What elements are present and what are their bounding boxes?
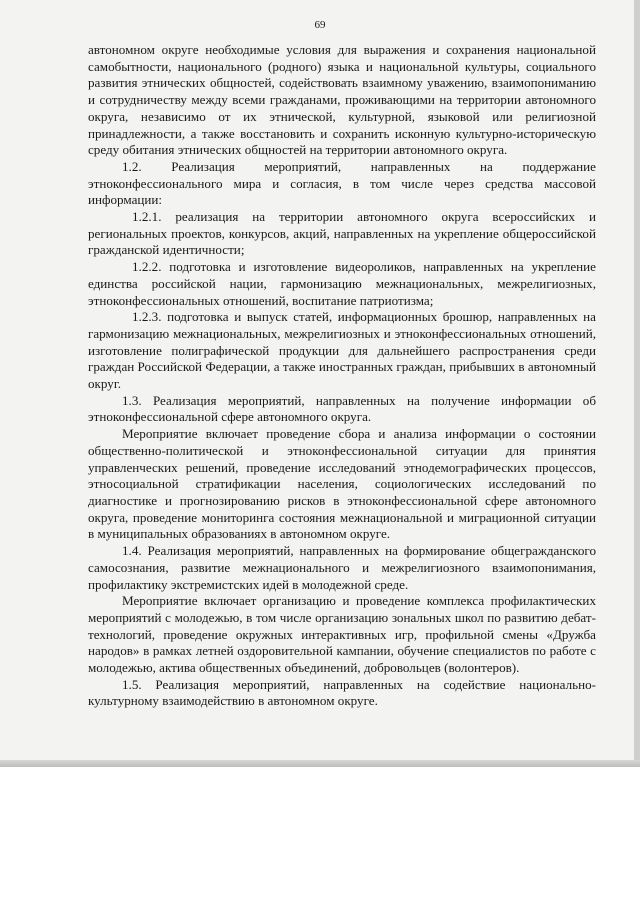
paragraph-1-4-description: Мероприятие включает организацию и проведение комплекса профилактических мероприятий с молодежью, в том числе организацию зональных школ по развитию дебат-технологий, проведение окружных интерактивных игр, профильной смены «Дружба народов» в рамках летней оздоровительной кампании, обучение специалистов по работе с молодежью, актива общественных объединений, добровольцев (волонтеров). <box>88 593 596 676</box>
paragraph-1-2-3: 1.2.3. подготовка и выпуск статей, информационных брошюр, направленных на гармонизацию межнациональных, межрелигиозных и этноконфессиональных отношений, изготовление полиграфической продукции для дальнейшего распространения среди граждан Российской Федерации, а также иностранных граждан, прибывших в автономный округ. <box>88 309 596 392</box>
document-body <box>88 42 596 710</box>
paragraph-1-2-2: 1.2.2. подготовка и изготовление видеороликов, направленных на укрепление единства российской нации, гармонизацию межнациональных, межрелигиозных, этноконфессиональных отношений, воспитание патриотизма; <box>88 259 596 308</box>
paragraph-1-5: 1.5. Реализация мероприятий, направленных на содействие национально-культурному взаимодействию в автономном округе. <box>88 676 596 709</box>
paragraph-1-3-description: Мероприятие включает проведение сбора и анализа информации о состоянии общественно-политической и этноконфессиональной ситуации для принятия управленческих решений, проведение исследований этнодемографических процессов, этносоциальной стратификации населения, социологических исследований по диагностике и прогнозированию рисков в этноконфессиональной сфере автономного округа, проведение мониторинга состояния межнациональной и миграционной ситуации в муниципальных образованиях в автономном округе. <box>88 426 596 542</box>
scan-edge-shadow <box>0 760 640 767</box>
paragraph-1-3: 1.3. Реализация мероприятий, направленных на получение информации об этноконфессиональной сфере автономного округа. <box>88 392 596 425</box>
paragraph-1-2-1: 1.2.1. реализация на территории автономного округа всероссийских и региональных проектов, конкурсов, акций, направленных на укрепление общероссийской гражданской идентичности; <box>88 209 596 258</box>
paragraph-1-2: 1.2. Реализация мероприятий, направленных на поддержание этноконфессионального мира и согласия, в том числе через средства массовой информации: <box>88 158 596 208</box>
paragraph-1-4: 1.4. Реализация мероприятий, направленных на формирование общегражданского самосознания, развитие межнационального и межрелигиозного взаимопонимания, профилактику экстремистских идей в молодежной среде. <box>88 543 596 592</box>
page-number: 69 <box>314 19 326 31</box>
paragraph-intro: автономном округе необходимые условия для выражения и сохранения национальной самобытности, национального (родного) языка и национальной культуры, социального развития этнических общностей, содействовать взаимному уважению, взаимопониманию и сотрудничеству между всеми гражданами, проживающими на территории автономного округа, независимо от их этнической, культурной, языковой или религиозной принадлежности, а также восстановить и сохранить исконную культурно-историческую среду обитания этнических общностей на территории автономного округа. <box>88 42 596 158</box>
